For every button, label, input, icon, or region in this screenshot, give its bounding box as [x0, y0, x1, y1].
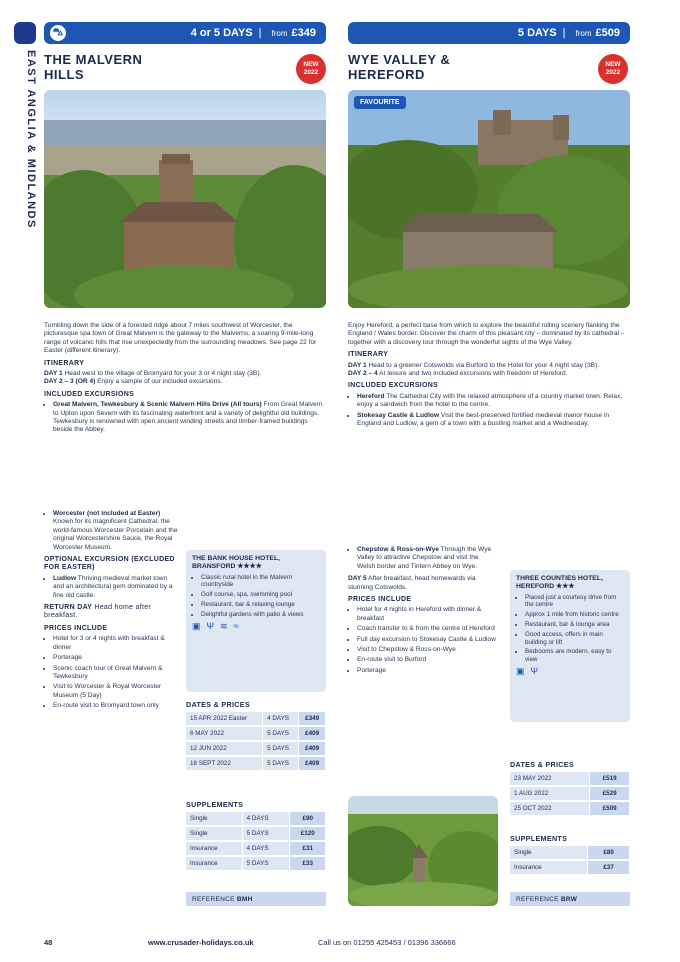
table-row	[186, 757, 326, 770]
left-pi-item: • Scenic coach tour of Great Malvern & Tewkesbury	[53, 665, 178, 682]
right-description	[348, 322, 630, 430]
right-hotel-feature: • Good access, offers in main building or lift	[525, 631, 624, 647]
supp-cell: Insurance	[186, 842, 243, 855]
left-dates-table	[186, 710, 326, 772]
price-cell: £349	[299, 712, 326, 725]
price-cell: £90	[290, 812, 326, 825]
right-exc1-text: The Cathedral City with the relaxed atmosphere of a country market town. Relax, enjoy a sandwich from the hotel to the centre.	[357, 392, 623, 409]
left-return-key: RETURN DAY	[44, 604, 93, 612]
lift-icon: ▣	[516, 665, 525, 676]
right-hotel-feature: • Restaurant, bar & lounge area	[525, 621, 624, 629]
left-prices-include-heading: PRICES INCLUDE	[44, 624, 108, 632]
left-pi-item: • En-route visit to Bromyard town only	[53, 702, 178, 710]
wye-valley-photo	[348, 90, 630, 308]
table-row	[186, 812, 326, 825]
left-return-heading	[44, 604, 178, 621]
price-cell: £37	[588, 861, 630, 874]
price-cell: £409	[299, 727, 326, 740]
price-cell: £409	[299, 757, 326, 770]
left-hotel-feature: • Classic rural hotel in the Malvern countryside	[201, 574, 320, 590]
left-it2-text: Enjoy a sample of our included excursions.	[97, 378, 223, 386]
right-exc3-text: Through the Wye Valley to attractive Chepstow and visit the Welsh border and Tintern Abbey on Wye.	[357, 546, 492, 570]
table-row	[186, 827, 326, 840]
date-cell: 12 JUN 2022	[186, 742, 263, 755]
right-price-banner: 5 DAYS | from £509	[348, 22, 630, 44]
date-cell: 6 MAY 2022	[186, 727, 263, 740]
left-dates-heading: DATES & PRICES	[186, 700, 250, 709]
left-opt1-text: Thriving medieval market town and an architectural gem dominated by a fine old castle.	[53, 574, 173, 599]
section-label: EAST ANGLIA & MIDLANDS	[25, 50, 37, 229]
supp-cell: Single	[510, 846, 588, 859]
right-lower-text	[348, 546, 498, 677]
badge-line2: 2022	[605, 69, 621, 76]
right-intro: Enjoy Hereford, a perfect base from which to explore the beautiful rolling scenery flanking the England / Wales border. Discover the charm of this pleasant city – dominated by its cathedral – together with a discovery tour through the wonderful sights of the Wye Valley.	[348, 322, 625, 346]
left-it1-key: DAY 1	[44, 370, 63, 378]
left-tour-title: THE MALVERN HILLS	[44, 52, 143, 82]
duration-cell: 5 DAYS	[243, 827, 291, 840]
pool-icon: ≈	[233, 620, 239, 631]
left-hotel-feature: • Restaurant, bar & relaxing lounge	[201, 601, 320, 609]
table-row	[510, 802, 630, 815]
left-supplements-heading: SUPPLEMENTS	[186, 800, 244, 809]
right-day5-text: After breakfast, head homewards via stunning Cotswolds.	[348, 575, 476, 591]
left-intro: Tumbling down the side of a forested ridge about 7 miles southwest of Worcester, the picturesque spa town of Great Malvern is the gateway to the Malverns, a soaring 9-mile-long range of volcanic hills that rise unexpectedly from the surrounding meadows. See page 22 for Easter (different itinerary).	[44, 322, 317, 355]
price-cell: £120	[290, 827, 326, 840]
badge-line1: NEW	[605, 61, 621, 68]
duration-cell: 4 DAYS	[263, 712, 299, 725]
favourite-tag: FAVOURITE	[354, 96, 406, 109]
left-banner-price: £349	[291, 27, 316, 39]
left-pi-item: • Hotel for 3 or 4 nights with breakfast & dinner	[53, 635, 178, 652]
right-hotel-feature: • Bedrooms are modern, easy to view	[525, 648, 624, 664]
right-ref-code: BRW	[560, 895, 578, 903]
table-row	[186, 842, 326, 855]
right-hotel-box	[510, 570, 630, 722]
page-number: 48	[44, 938, 53, 947]
left-hotel-feature: • Golf course, spa, swimming pool	[201, 591, 320, 599]
date-cell: 18 SEPT 2022	[186, 757, 263, 770]
left-exc2-key: Worcester (not included at Easter)	[53, 510, 161, 517]
right-supplements-heading: SUPPLEMENTS	[510, 834, 568, 843]
right-tour-title: WYE VALLEY & HEREFORD	[348, 52, 451, 82]
badge-line1: NEW	[303, 61, 319, 68]
phone-numbers: Call us on 01255 425453 / 01396 336666	[318, 938, 456, 947]
left-description	[44, 322, 326, 437]
left-lower-text	[44, 510, 178, 713]
date-cell: 23 MAY 2022	[510, 772, 590, 785]
right-prices-include-heading: PRICES INCLUDE	[348, 596, 412, 604]
coach-icon: ⛍	[50, 25, 66, 41]
table-row	[186, 857, 326, 870]
table-row	[186, 742, 326, 755]
right-pi-item: • Hotel for 4 nights in Hereford with dinner & breakfast	[357, 606, 498, 623]
section-tab	[14, 22, 36, 44]
left-new-badge	[296, 54, 326, 84]
website-link[interactable]: www.crusader-holidays.co.uk	[148, 938, 254, 947]
left-banner-days: 4 or 5 DAYS	[190, 27, 253, 39]
right-excursion-item	[357, 412, 630, 429]
duration-cell: 4 DAYS	[243, 842, 291, 855]
left-optional-heading: OPTIONAL EXCURSION (EXCLUDED FOR EASTER)	[44, 556, 175, 572]
duration-cell: 5 DAYS	[263, 727, 299, 740]
right-banner-from: from	[575, 28, 592, 38]
lift-icon: ▣	[192, 620, 201, 631]
left-supplements-table	[186, 810, 326, 872]
left-exc1-key: Great Malvern, Tewkesbury & Scenic Malvern Hills Drive (All tours)	[53, 401, 262, 409]
right-excursions-heading: INCLUDED EXCURSIONS	[348, 382, 439, 390]
malvern-photo	[44, 90, 326, 308]
left-ref-code: BMH	[236, 895, 253, 903]
right-ref-key: REFERENCE	[516, 895, 559, 903]
right-supplements-table	[510, 844, 630, 876]
left-it1-text: Head west to the village of Bromyard for your 3 or 4 night stay (3B).	[64, 370, 262, 378]
table-row	[510, 787, 630, 800]
supp-cell: Insurance	[186, 857, 243, 870]
left-exc2-text: Known for its magnificent Cathedral, the world-famous Worcester Porcelain and the original Worcestershire Sauce, the Royal Worcester Museum.	[53, 518, 178, 551]
right-excursion-item	[357, 546, 498, 571]
left-itinerary-heading: ITINERARY	[44, 359, 85, 367]
duration-cell: 5 DAYS	[243, 857, 291, 870]
left-excursion-item	[53, 401, 326, 435]
right-hotel-title: THREE COUNTIES HOTEL, HEREFORD ★★★	[516, 575, 603, 590]
right-excursion-item	[357, 393, 630, 410]
right-new-badge	[598, 54, 628, 84]
price-cell: £409	[299, 742, 326, 755]
village-photo	[348, 796, 498, 906]
table-row	[510, 772, 630, 785]
right-banner-price: £509	[595, 27, 620, 39]
price-cell: £80	[588, 846, 630, 859]
supp-cell: Single	[186, 812, 243, 825]
table-row	[510, 861, 630, 874]
duration-cell: 5 DAYS	[263, 742, 299, 755]
left-excursions-heading: INCLUDED EXCURSIONS	[44, 390, 135, 398]
right-exc3-key: Chepstow & Ross-on-Wye	[357, 546, 439, 553]
right-exc1-key: Hereford	[357, 392, 385, 400]
right-it1-key: DAY 1	[348, 361, 367, 369]
right-pi-item: • En-route visit to Burford	[357, 656, 498, 664]
supp-cell: Single	[186, 827, 243, 840]
table-row	[510, 846, 630, 859]
right-banner-days: 5 DAYS	[517, 27, 557, 39]
right-pi-item: • Porterage	[357, 667, 498, 675]
left-excursion-item	[53, 510, 178, 552]
price-cell: £529	[590, 787, 630, 800]
right-exc2-text: Visit the best-preserved fortified medieval manor house in England and Ludlow, a gem of a town with a bustling market and a Wednesday.	[357, 411, 610, 428]
price-cell: £509	[590, 802, 630, 815]
left-it2-key: DAY 2 – 3 (OR 4)	[44, 378, 96, 386]
table-row	[186, 712, 326, 725]
price-cell: £33	[290, 857, 326, 870]
right-itinerary-heading: ITINERARY	[348, 351, 389, 359]
price-cell: £31	[290, 842, 326, 855]
left-price-banner: ⛍ 4 or 5 DAYS | from £349	[44, 22, 326, 44]
right-dates-table	[510, 770, 630, 817]
left-reference	[186, 892, 326, 906]
left-banner-from: from	[271, 28, 288, 38]
date-cell: 25 OCT 2022	[510, 802, 590, 815]
left-opt1-key: Ludlow	[53, 574, 77, 582]
left-pi-item: • Porterage	[53, 654, 178, 662]
left-return-text: Head home after breakfast.	[44, 604, 152, 620]
left-ref-key: REFERENCE	[192, 895, 235, 903]
date-cell: 1 AUG 2022	[510, 787, 590, 800]
duration-cell: 5 DAYS	[263, 757, 299, 770]
left-optional-item	[53, 575, 178, 600]
left-pi-item: • Visit to Worcester & Royal Worcester Museum (5 Day)	[53, 683, 178, 700]
right-hotel-feature: • Placed just a courtesy drive from the centre	[525, 594, 624, 610]
right-hotel-feature: • Approx 1 mile from historic centre	[525, 611, 624, 619]
right-reference	[510, 892, 630, 906]
left-hotel-feature: • Delightful gardens with patio & views	[201, 611, 320, 619]
badge-line2: 2022	[303, 69, 319, 76]
left-hotel-box	[186, 550, 326, 692]
right-pi-item: • Full day excursion to Stokesay Castle & Ludlow	[357, 636, 498, 644]
date-cell: 15 APR 2022 Easter	[186, 712, 263, 725]
right-dates-heading: DATES & PRICES	[510, 760, 574, 769]
left-exc1-text: From Great Malvern to Upton upon Severn with its fascinating waterfront and a variety of delightful old buildings. Tewkesbury is renowned with open ancient winding streets and timber-framed buildings beside the Abbey.	[53, 401, 323, 434]
right-it2-key: DAY 2 – 4	[348, 370, 378, 378]
left-hotel-title: THE BANK HOUSE HOTEL, BRANSFORD ★★★★	[192, 555, 280, 570]
wifi-icon: ≋	[220, 620, 228, 631]
price-cell: £519	[590, 772, 630, 785]
right-it2-text: At leisure and two included excursions with freedom of Hereford.	[379, 370, 568, 378]
supp-cell: Insurance	[510, 861, 588, 874]
right-day5-key: DAY 5	[348, 575, 367, 583]
right-pi-item: • Coach transfer to & from the centre of Hereford	[357, 625, 498, 633]
duration-cell: 4 DAYS	[243, 812, 291, 825]
table-row	[186, 727, 326, 740]
right-it1-text: Head to a greener Cotswolds via Burford to the Hotel for your 4 night stay (3B).	[368, 361, 600, 369]
right-pi-item: • Visit to Chepstow & Ross-on-Wye	[357, 646, 498, 654]
dining-icon: Ψ	[206, 620, 215, 631]
dining-icon: Ψ	[530, 665, 539, 676]
right-exc2-key: Stokesay Castle & Ludlow	[357, 411, 440, 419]
